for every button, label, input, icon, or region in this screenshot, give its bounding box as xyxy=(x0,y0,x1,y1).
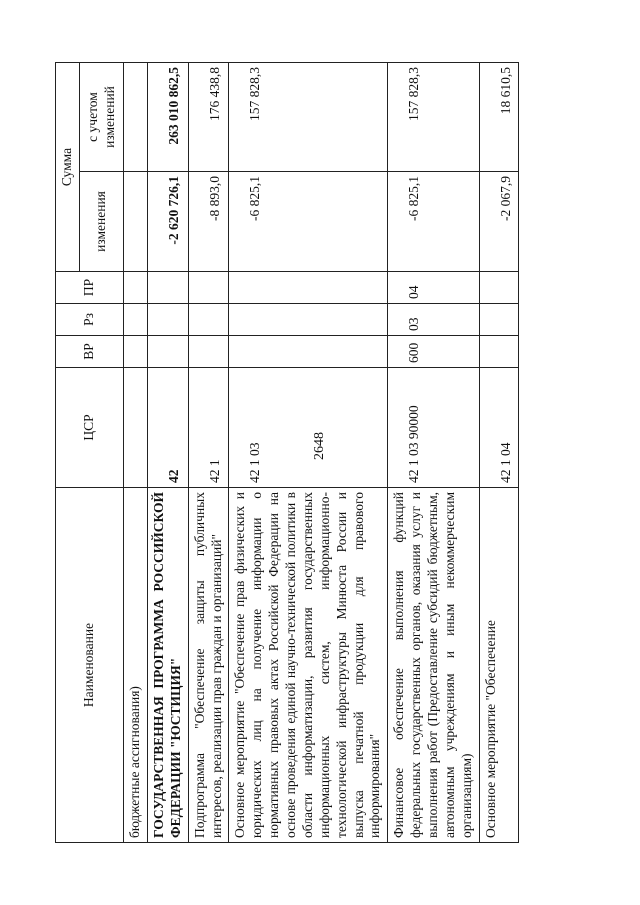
pr-cell xyxy=(188,271,229,303)
rz-cell xyxy=(229,303,388,335)
vr-cell xyxy=(188,335,229,367)
header-sum: Сумма xyxy=(56,62,80,271)
pr-cell xyxy=(147,271,188,303)
table-row xyxy=(147,62,188,842)
rz-cell xyxy=(124,303,148,335)
csr-cell: 42 xyxy=(147,367,188,487)
name-cell: ГОСУДАРСТВЕННАЯ ПРОГРАММА РОССИЙСКОЙ ФЕДЕРАЦИИ "ЮСТИЦИЯ" xyxy=(147,487,188,842)
header-name: Наименование xyxy=(56,487,124,842)
name-cell: Основное мероприятие "Обеспечение прав физических и юридических лиц на получение информации о нормативных правовых актах Российской Федерации на основе проведения единой научно-технической политики в области информатизации, развития государственных информационных систем, информационно-технологической инфраструктуры Минюста России и выпуска печатной продукции для правового информирования" xyxy=(229,487,388,842)
rz-cell xyxy=(147,303,188,335)
csr-cell: 42 1 04 xyxy=(479,367,518,487)
changes-cell xyxy=(124,171,148,271)
total-cell: 263 010 862,5 xyxy=(147,62,188,171)
header-csr: ЦСР xyxy=(56,367,124,487)
vr-cell xyxy=(124,335,148,367)
table-row xyxy=(479,62,518,842)
total-cell: 157 828,3 xyxy=(229,62,388,171)
name-cell: Подпрограмма "Обеспечение защиты публичных интересов, реализации прав граждан и организаций" xyxy=(188,487,229,842)
csr-cell: 42 1 03 xyxy=(229,367,388,487)
pr-cell: 04 xyxy=(388,271,479,303)
rz-cell xyxy=(188,303,229,335)
rz-cell: 03 xyxy=(388,303,479,335)
table-row xyxy=(388,62,479,842)
pr-cell xyxy=(229,271,388,303)
table-row xyxy=(124,62,148,842)
vr-cell xyxy=(147,335,188,367)
vr-cell: 600 xyxy=(388,335,479,367)
table-row xyxy=(188,62,229,842)
csr-cell xyxy=(124,367,148,487)
csr-cell: 42 1 03 90000 xyxy=(388,367,479,487)
budget-table xyxy=(55,61,519,842)
changes-cell: -2 620 726,1 xyxy=(147,171,188,271)
changes-cell: -8 893,0 xyxy=(188,171,229,271)
rz-cell xyxy=(479,303,518,335)
page-number: 2648 xyxy=(312,432,327,460)
name-cell: бюджетные ассигнования) xyxy=(124,487,148,842)
header-rz: Рз xyxy=(56,303,124,335)
table-body xyxy=(124,62,519,842)
changes-cell: -6 825,1 xyxy=(388,171,479,271)
name-cell: Финансовое обеспечение выполнения функций федеральных государственных органов, оказания услуг и выполнения работ (Предоставление субсидий бюджетным, автономным учреждениям и иным некоммерческим организациям) xyxy=(388,487,479,842)
header-changes: изменения xyxy=(80,171,124,271)
table-row xyxy=(229,62,388,842)
header-with-changes: с учетом изменений xyxy=(80,62,124,171)
changes-cell: -6 825,1 xyxy=(229,171,388,271)
pr-cell xyxy=(124,271,148,303)
pr-cell xyxy=(479,271,518,303)
name-cell: Основное мероприятие "Обеспечение xyxy=(479,487,518,842)
changes-cell: -2 067,9 xyxy=(479,171,518,271)
vr-cell xyxy=(229,335,388,367)
header-pr: ПР xyxy=(56,271,124,303)
rotated-page xyxy=(55,63,585,843)
header-vr: ВР xyxy=(56,335,124,367)
csr-cell: 42 1 xyxy=(188,367,229,487)
total-cell: 157 828,3 xyxy=(388,62,479,171)
total-cell: 176 438,8 xyxy=(188,62,229,171)
total-cell xyxy=(124,62,148,171)
total-cell: 18 610,5 xyxy=(479,62,518,171)
vr-cell xyxy=(479,335,518,367)
